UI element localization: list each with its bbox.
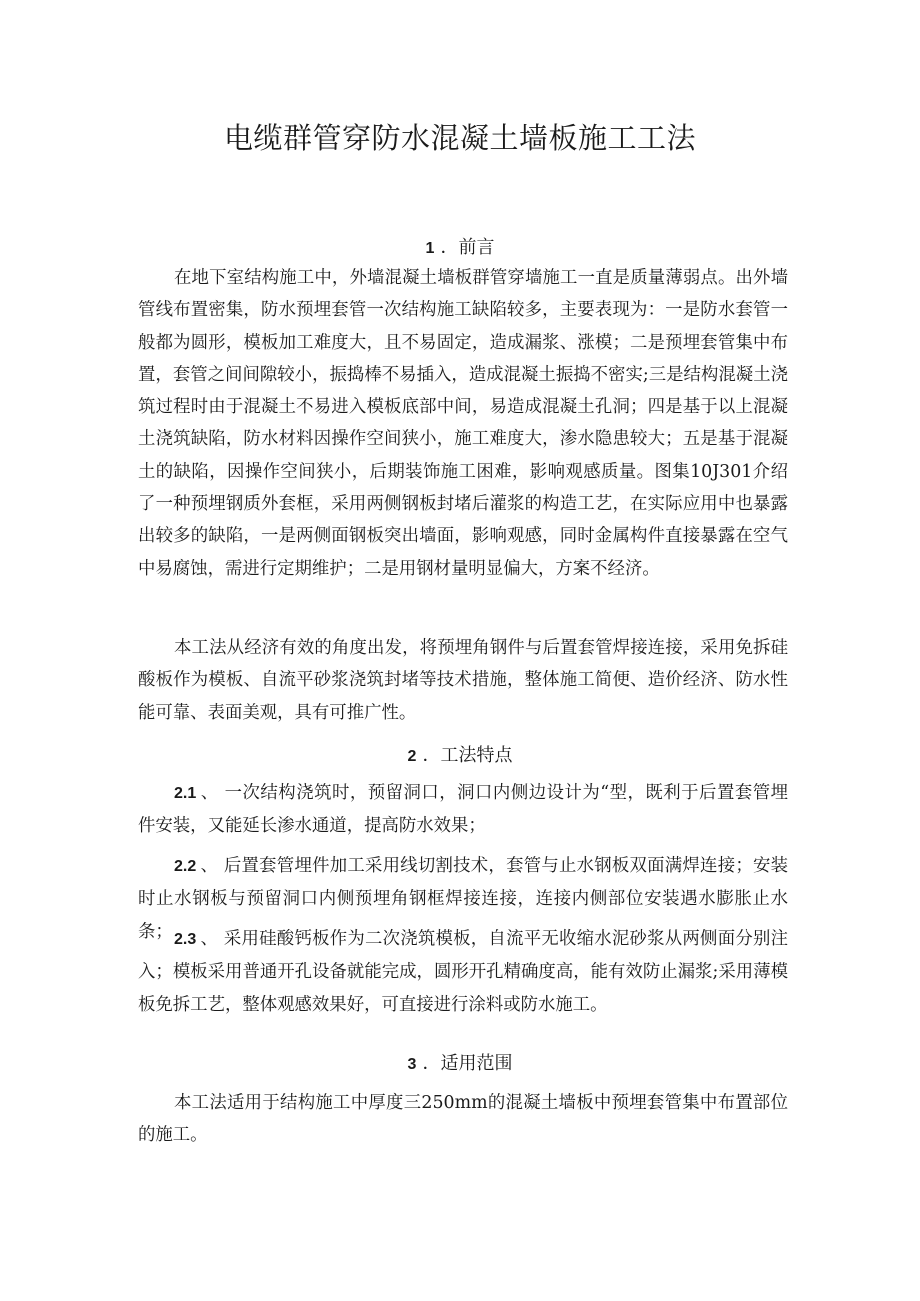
section-number: 2 [407,748,417,765]
item-number: 2.1 [174,785,197,802]
paragraph-scope: 本工法适用于结构施工中厚度三250mm的混凝土墙板中预埋套管集中布置部位的施工。 [138,1093,788,1146]
section-number: 3 [407,1056,417,1073]
item-number: 2.3 [174,931,197,948]
section-title: ．适用范围 [422,1053,513,1074]
item-number: 2.2 [174,858,197,875]
item-text: 一次结构浇筑时，预留洞口，洞口内侧边设计为“型，既利于后置套管埋件安装，又能延长渗水通道，提高防水效果； [138,783,788,837]
item-text: 采用硅酸钙板作为二次浇筑模板，自流平无收缩水泥砂浆从两侧面分别注入；模板采用普通开孔设备就能完成，圆形开孔精确度高，能有效防止漏浆;采用薄模板免拆工艺，整体观感效果好，可直接进行涂料或防水施工。 [138,929,788,1015]
document-title: 电缆群管穿防水混凝土墙板施工工法 [223,121,696,155]
paragraph-intro-2: 本工法从经济有效的角度出发，将预埋角钢件与后置套管焊接连接，采用免拆硅酸板作为模板、自流平砂浆浇筑封堵等技术措施，整体施工简便、造价经济、防水性能可靠、表面美观，具有可推广性。 [138,638,788,723]
section-number: 1 [425,240,435,257]
feature-item-2-1: 2.1 、 一次结构浇筑时，预留洞口，洞口内侧边设计为“型，既利于后置套管埋件安装，又能延长渗水通道，提高防水效果； [138,783,788,837]
paragraph-intro-1: 在地下室结构施工中，外墙混凝土墙板群管穿墙施工一直是质量薄弱点。出外墙管线布置密集，防水预埋套管一次结构施工缺陷较多，主要表现为：一是防水套管一般都为圆形，模板加工难度大，且不易固定，造成漏浆、涨模；二是预埋套管集中布置，套管之间间隙较小，振捣棒不易插入，造成混凝土振捣不密实;三是结构混凝土浇筑过程时由于混凝土不易进入模板底部中间，易造成混凝土孔洞；四是基于以上混凝土浇筑缺陷，防水材料因操作空间狭小，施工难度大，渗水隐患较大；五是基于混凝土的缺陷，因操作空间狭小，后期装饰施工困难，影响观感质量。图集10J301介绍了一种预埋钢质外套框，采用两侧钢板封堵后灌浆的构造工艺，在实际应用中也暴露出较多的缺陷，一是两侧面钢板突出墙面，影响观感，同时金属构件直接暴露在空气中易腐蚀，需进行定期维护；二是用钢材量明显偏大，方案不经济。 [138,268,788,579]
section-title: ．工法特点 [422,745,513,766]
section-heading-1 [0,234,920,263]
feature-item-2-2: 2.2 、 后置套管埋件加工采用线切割技术，套管与止水钢板双面满焊连接；安装时止水钢板与预留洞口内侧预埋角钢框焊接连接，连接内侧部位安装遇水膨胀止水条； [138,856,788,942]
section-heading-3 [0,1050,920,1079]
item-text: 后置套管埋件加工采用线切割技术，套管与止水钢板双面满焊连接；安装时止水钢板与预留洞口内侧预埋角钢框焊接连接，连接内侧部位安装遇水膨胀止水条； [138,856,788,942]
section-heading-2 [0,742,920,771]
feature-item-2-3: 2.3 、 采用硅酸钙板作为二次浇筑模板，自流平无收缩水泥砂浆从两侧面分别注入；模板采用普通开孔设备就能完成，圆形开孔精确度高，能有效防止漏浆;采用薄模板免拆工艺，整体观感效果好，可直接进行涂料或防水施工。 [138,929,788,1015]
section-title: ．前言 [440,237,495,258]
